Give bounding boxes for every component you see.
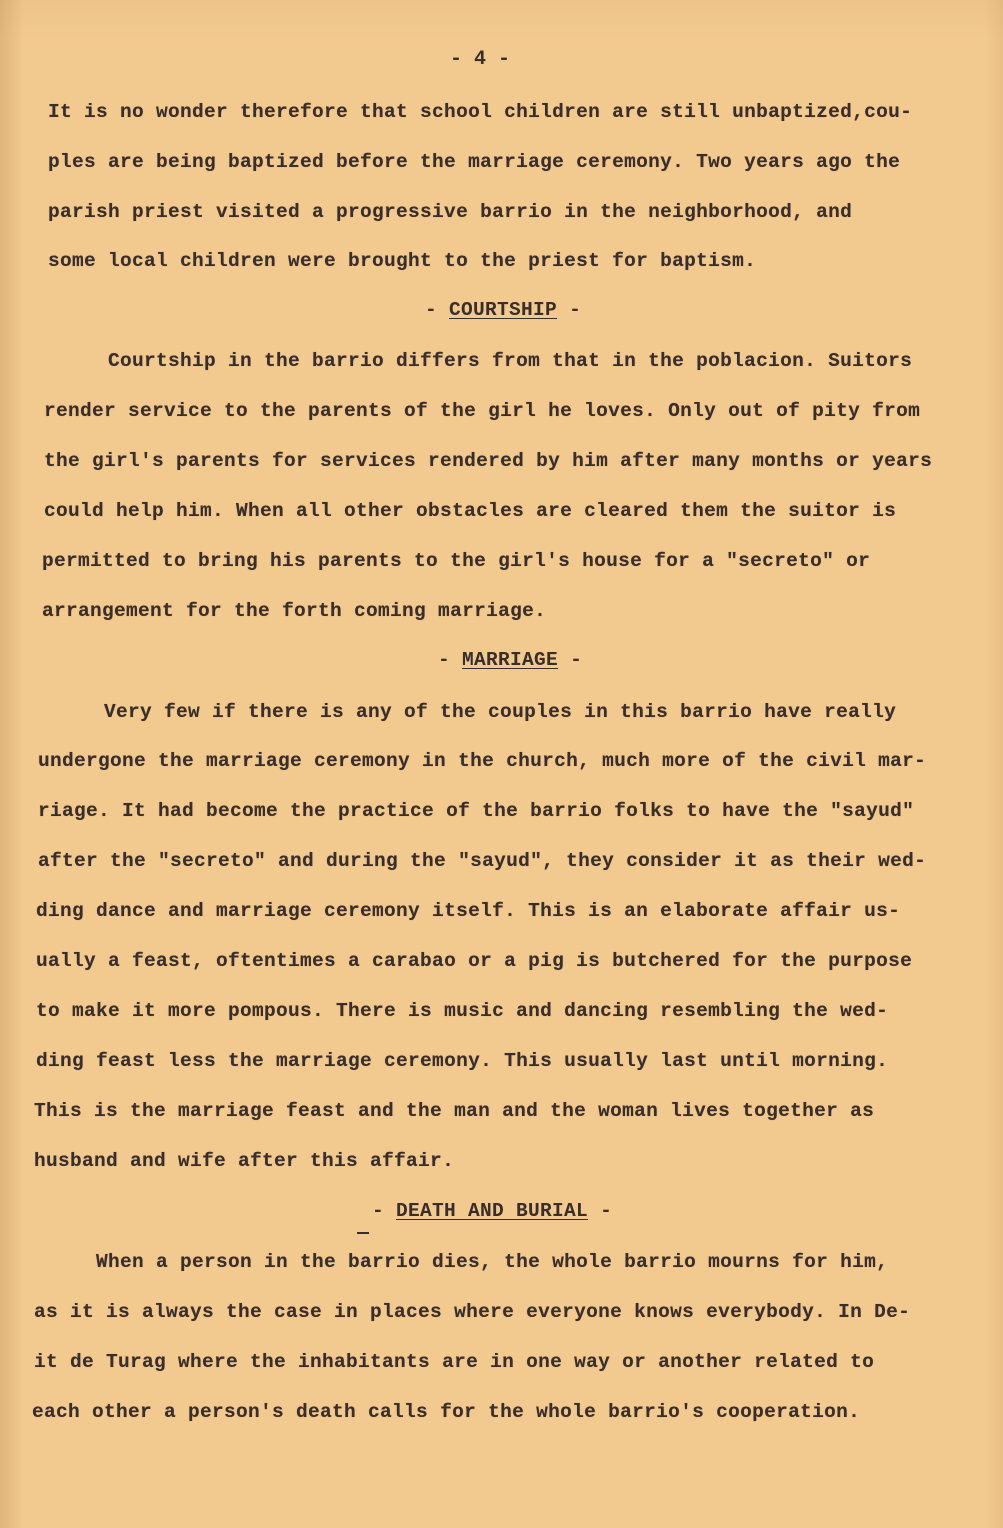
marriage-line-5: ding dance and marriage ceremony itself. This is an elaborate affair us-: [36, 900, 901, 922]
intro-line-4: some local children were brought to the priest for baptism.: [48, 250, 757, 272]
marriage-line-6: ually a feast, oftentimes a carabao or a pig is butchered for the purpose: [36, 950, 913, 972]
courtship-line-6: arrangement for the forth coming marriage.: [42, 600, 547, 622]
stray-dash-mark: [357, 1232, 369, 1234]
page-number: - 4 -: [450, 48, 511, 71]
marriage-line-4: after the "secreto" and during the "sayud", they consider it as their wed-: [38, 850, 927, 872]
courtship-heading-prefix: -: [425, 299, 438, 321]
death-burial-line-1: When a person in the barrio dies, the whole barrio mourns for him,: [96, 1251, 889, 1273]
intro-line-2: ples are being baptized before the marriage ceremony. Two years ago the: [48, 151, 901, 173]
courtship-heading-suffix: -: [569, 299, 582, 321]
death-burial-heading-prefix: -: [372, 1200, 385, 1222]
courtship-line-1: Courtship in the barrio differs from that in the poblacion. Suitors: [108, 350, 913, 372]
death-burial-heading-suffix: -: [600, 1200, 613, 1222]
marriage-heading: [438, 649, 582, 671]
death-burial-line-3: it de Turag where the inhabitants are in one way or another related to: [34, 1351, 875, 1373]
death-burial-heading-title: DEATH AND BURIAL: [396, 1200, 589, 1222]
marriage-line-9: This is the marriage feast and the man and the woman lives together as: [34, 1100, 875, 1122]
courtship-heading: [425, 299, 581, 321]
marriage-line-8: ding feast less the marriage ceremony. This usually last until morning.: [36, 1050, 889, 1072]
courtship-line-2: render service to the parents of the girl he loves. Only out of pity from: [44, 400, 921, 422]
death-burial-line-4: each other a person's death calls for the whole barrio's cooperation.: [32, 1401, 861, 1423]
intro-line-1: It is no wonder therefore that school children are still unbaptized,cou-: [48, 101, 913, 123]
marriage-heading-prefix: -: [438, 649, 451, 671]
death-burial-heading: [372, 1200, 612, 1222]
marriage-line-7: to make it more pompous. There is music and dancing resembling the wed-: [36, 1000, 889, 1022]
courtship-line-3: the girl's parents for services rendered by him after many months or years: [44, 450, 933, 472]
intro-line-3: parish priest visited a progressive barrio in the neighborhood, and: [48, 201, 853, 223]
marriage-line-3: riage. It had become the practice of the barrio folks to have the "sayud": [38, 800, 915, 822]
marriage-line-10: husband and wife after this affair.: [34, 1150, 455, 1172]
marriage-heading-title: MARRIAGE: [462, 649, 559, 671]
death-burial-line-2: as it is always the case in places where everyone knows everybody. In De-: [34, 1301, 911, 1323]
courtship-line-5: permitted to bring his parents to the girl's house for a "secreto" or: [42, 550, 871, 572]
marriage-heading-suffix: -: [570, 649, 583, 671]
marriage-line-2: undergone the marriage ceremony in the church, much more of the civil mar-: [38, 750, 927, 772]
marriage-line-1: Very few if there is any of the couples in this barrio have really: [104, 701, 897, 723]
courtship-line-4: could help him. When all other obstacles are cleared them the suitor is: [44, 500, 897, 522]
courtship-heading-title: COURTSHIP: [449, 299, 558, 321]
